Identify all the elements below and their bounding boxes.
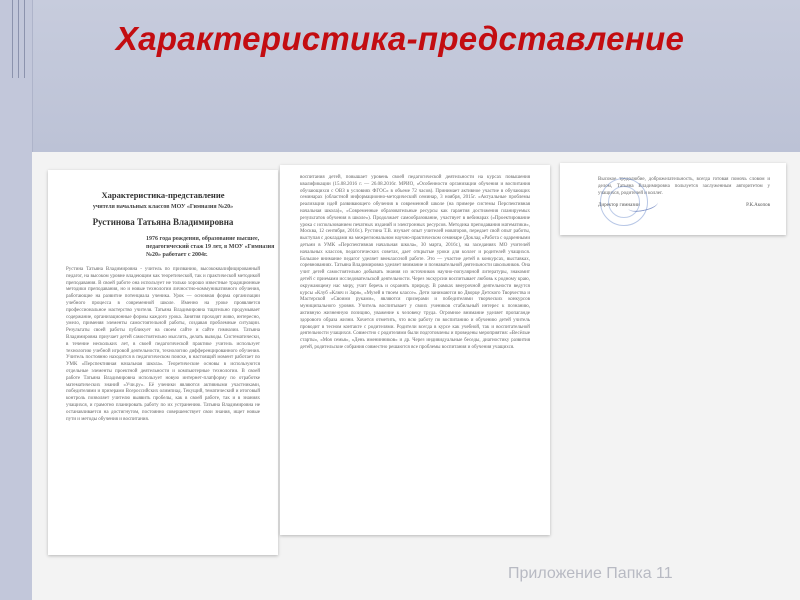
signer-role: Директор гимназии [598,203,640,209]
document-title: Характеристика-представление [101,190,225,200]
slide-caption: Приложение Папка 11 [508,565,673,582]
document-body-3: Высокое трудолюбие, доброжелательность, всегда готовая помочь словом и делом, Татьяна Владимировна пользуется заслуженным авторитетом у учащихся, родителей и коллег. [598,177,770,196]
document-body-1: Рустина Татьяна Владимировна - учитель по призванию, высококвалифицированный педагог, на высоком уровне владеющим как теоретической, так и практической методикой преподавания. В своей работе она использует не только хорошо известные традиционные методики преподавания, но и новые технологии личностно-коммуникативного обучения, работающие на развитие потенциала ученика. Урок — основная форма организации учебного процесса в современной школе. Именно на уроке проявляется профессиональное мастерство учителя. Татьяна Владимировна тщательно продумывает содержание, организационные формы каждого урока. Занятия проходят живо, интересно, умело, применяя элементы самостоятельной работы, создавая проблемные ситуации. Результаты своей работы публикует на своем сайте и сайте гимназии. Татьяна Владимировна приучает детей самостоятельно мыслить, делать выводы. Систематически, в течение нескольких лет, в своей педагогической практике учитель использует технологию учебной игровой деятельности, технологию дифференцированного обучения. Учитель постоянно находится в педагогическом поиске, в настоящий момент работает по УМК «Перспективная начальная школа». Теоретические основы в используются отдельные элементы проектной деятельности и компьютерные технологии. В своей работе Татьяна Владимировна использует новую интернет-платформу по отработке математических знаний «Учи.ру». Её ученики являются активными участниками, победителями и призерами Всероссийских олимпиад. Текущий, тематический и итоговый контроль позволяет учителю выявить пробелы, как в своей работе, так и в знаниях учащихся, и грамотно планировать работу по их устранению. Татьяна Владимировна не останавливается на достигнутом, постоянно совершенствует свои знания, ищет новые пути и методы обучения и воспитания. [66,267,260,422]
signer-name: Р.К.Акопов [746,203,770,209]
document-body-2: воспитания детей, повышает уровень своей педагогической деятельности на курсах повышения квалификации (15.08.2016 г. — 26.08.2016г. МРИО, «Особенности организации обучения и воспитания обучающихся с ОВЗ в условиях ФГОС» в объеме 72 часов). Принимает активное участие в обучающих семинарах (областной информационно-методический семинар, 3 ноября, 2015г. «Актуальные проблемы реализации идей развивающего обучения в современной школе (на примере системы Перспективная начальная школа)», «Современные образовательные ресурсы как гарантия достижения планируемых результатов обучения в школе»). Продолжает самообразование, участвует в вебинарах («Проектирование урока с использованием печатных изданий и электронных ресурсов. Методика преподавания математики», Москва, 12 сентября, 2016г.). Рустина Т.В. изучает опыт учителей новаторов, передает свой опыт работы, выступая с докладами на межрегиональном научно-практическом семинаре (Доклад «Работа с одаренными детьми в УМК «Перспективная начальная школа», 30 марта, 2016г.), на заседаниях МО учителей начальных классов, педагогических советах, дает открытые уроки для коллег и родителей учащихся. Большое внимание педагог уделяет внеклассной работе. Это — участие детей в конкурсах, выставках, соревнованиях. Татьяна Владимировна уделяет внимание и познавательной деятельности школьников. Она учит детей самостоятельно добывать знания из источников научно-популярной литературы, знакомит детей с приемами исследовательской деятельности. Через экскурсии воспитывает любовь к родному краю, окружающему нас миру, учит беречь и охранять природу. В рамках внеурочной деятельности ведутся курсы «Клуб «Ключ и Заря», «Музей в твоем классе». Дети занимаются во Дворце Детского Творчества и Мастерской «Своими руками», являются призерами и победителями творческих конкурсов муниципального уровня. Учитель воспитывает у своих учеников стабильный интерес к познанию, активную жизненную позицию, уважение к человеку труда. Огромное внимание уделяет пропаганде здорового образа жизни. Хочется отметить, что всю работу по воспитанию и обучению детей учитель проводит в тесном контакте с родителями. Родители всегда в курсе как учебной, так и воспитательной деятельности учащихся. Совместно с родителями были подготовлены и проведены мероприятия: «Весёлые старты», «Моя семья», «День именинников» и др. Через индивидуальные беседы, диагностику развития детей, родительские собрания совместно решаются все проблемы воспитания и обучения учащихся. [300,175,530,350]
teacher-name: Рустинова Татьяна Владимировна [92,217,234,227]
document-page-1 [48,170,278,555]
left-frame [0,0,33,600]
teacher-info: 1976 года рождения, образование высшее, педагогический стаж 19 лет, в МОУ «Гимназия №20» работает с 2004г. [146,236,275,258]
slide-title: Характеристика-представление [115,20,685,57]
signature-row [560,197,786,208]
document-page-3 [560,163,786,235]
document-subtitle: учителя начальных классов МОУ «Гимназия №20» [92,204,234,210]
document-page-2 [280,165,550,535]
